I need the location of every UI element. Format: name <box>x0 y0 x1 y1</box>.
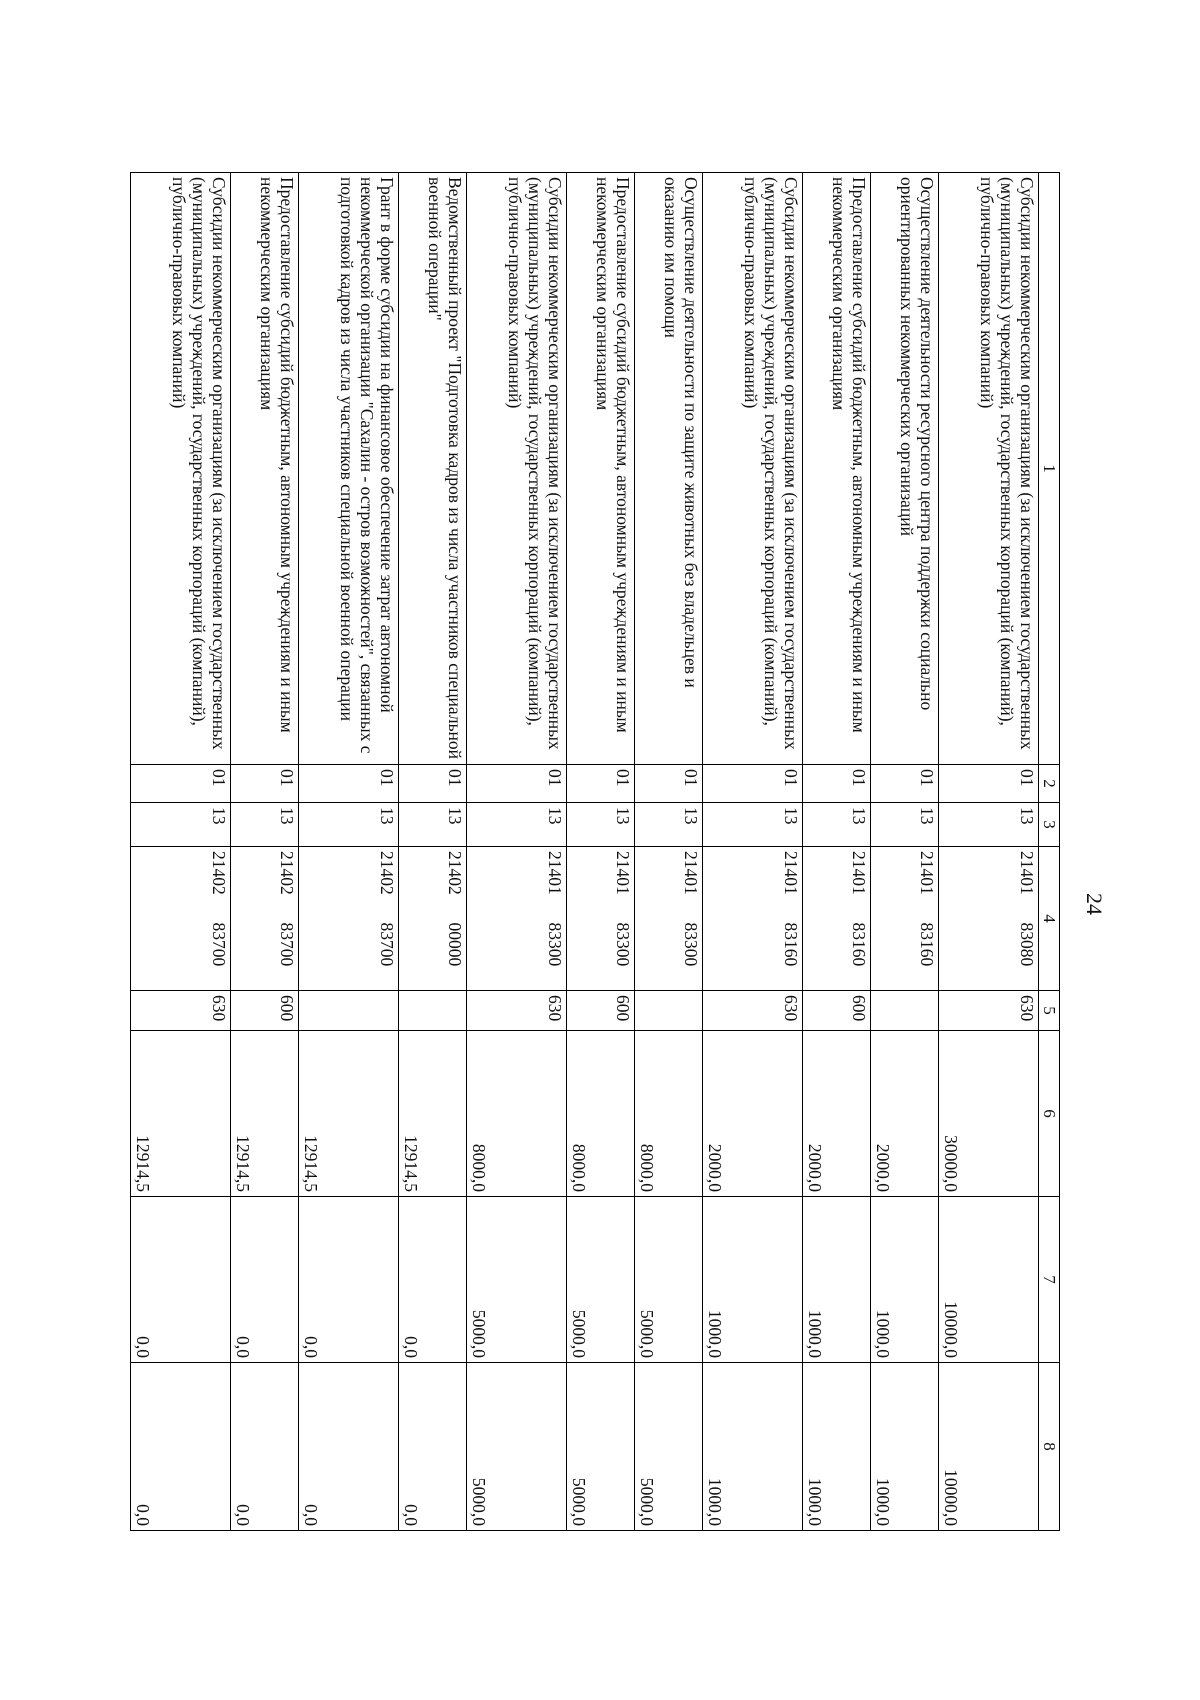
cell-name: Субсидии некоммерческим организациям (за исключением государственных (муниципальных) учреждений, государственных корпораций (компаний), публично-правовых компаний) <box>467 173 567 765</box>
cell-c2: 01 <box>230 765 298 803</box>
cell-name: Грант в форме субсидии на финансовое обеспечение затрат автономной некоммерческой организации "Сахалин - остров возможностей", связанных с подготовкой кадров из числа участников специальной военной операции <box>299 173 399 765</box>
table-row <box>634 173 702 1531</box>
cell-c4b: 83700 <box>131 921 231 991</box>
column-header-2: 2 <box>1039 765 1060 803</box>
cell-c4a: 21401 <box>871 847 939 921</box>
table-row <box>871 173 939 1531</box>
budget-table <box>130 172 1060 1531</box>
table-row <box>131 173 231 1531</box>
cell-c8: 0,0 <box>230 1363 298 1531</box>
cell-c6: 2000,0 <box>802 1031 870 1197</box>
column-header-3: 3 <box>1039 803 1060 847</box>
cell-c8: 1000,0 <box>802 1363 870 1531</box>
cell-c6: 2000,0 <box>703 1031 803 1197</box>
budget-table-container <box>130 172 1060 1530</box>
cell-c8: 1000,0 <box>871 1363 939 1531</box>
cell-c4a: 21401 <box>467 847 567 921</box>
cell-name: Осуществление деятельности по защите животных без владельцев и оказанию им помощи <box>634 173 702 765</box>
cell-c3: 13 <box>939 803 1039 847</box>
cell-c7: 0,0 <box>230 1197 298 1363</box>
cell-c3: 13 <box>566 803 634 847</box>
cell-c6: 30000,0 <box>939 1031 1039 1197</box>
cell-c3: 13 <box>398 803 466 847</box>
cell-c4a: 21402 <box>131 847 231 921</box>
column-header-5: 5 <box>1039 991 1060 1031</box>
cell-c4a: 21401 <box>802 847 870 921</box>
cell-name: Предоставление субсидий бюджетным, автономным учреждениям и иным некоммерческим организациям <box>802 173 870 765</box>
cell-c2: 01 <box>131 765 231 803</box>
cell-c2: 01 <box>802 765 870 803</box>
cell-name: Осуществление деятельности ресурсного центра поддержки социально ориентированных некоммерческих организаций <box>871 173 939 765</box>
header-row <box>1039 173 1060 1531</box>
cell-c8: 5000,0 <box>467 1363 567 1531</box>
cell-c2: 01 <box>703 765 803 803</box>
column-header-6: 6 <box>1039 1031 1060 1197</box>
cell-c2: 01 <box>299 765 399 803</box>
cell-c4a: 21401 <box>566 847 634 921</box>
cell-c8: 5000,0 <box>634 1363 702 1531</box>
table-row <box>939 173 1039 1531</box>
page-number: 24 <box>1082 893 1107 915</box>
cell-c5 <box>299 991 399 1031</box>
table-row <box>802 173 870 1531</box>
cell-c5 <box>398 991 466 1031</box>
cell-c4a: 21401 <box>939 847 1039 921</box>
cell-c2: 01 <box>871 765 939 803</box>
cell-c4a: 21401 <box>703 847 803 921</box>
cell-name: Предоставление субсидий бюджетным, автономным учреждениям и иным некоммерческим организациям <box>230 173 298 765</box>
cell-c7: 5000,0 <box>467 1197 567 1363</box>
cell-c4b: 83160 <box>871 921 939 991</box>
cell-c3: 13 <box>802 803 870 847</box>
cell-name: Субсидии некоммерческим организациям (за исключением государственных (муниципальных) учреждений, государственных корпораций (компаний), публично-правовых компаний) <box>131 173 231 765</box>
cell-c7: 5000,0 <box>634 1197 702 1363</box>
cell-c2: 01 <box>939 765 1039 803</box>
cell-c4a: 21402 <box>230 847 298 921</box>
cell-c6: 8000,0 <box>634 1031 702 1197</box>
cell-c8: 0,0 <box>398 1363 466 1531</box>
column-header-7: 7 <box>1039 1197 1060 1363</box>
cell-c4b: 83160 <box>802 921 870 991</box>
cell-c4b: 83700 <box>299 921 399 991</box>
table-row <box>230 173 298 1531</box>
cell-c5 <box>634 991 702 1031</box>
cell-name: Предоставление субсидий бюджетным, автономным учреждениям и иным некоммерческим организациям <box>566 173 634 765</box>
cell-c4b: 83160 <box>703 921 803 991</box>
cell-c2: 01 <box>634 765 702 803</box>
cell-c6: 8000,0 <box>467 1031 567 1197</box>
cell-c5 <box>871 991 939 1031</box>
column-header-4: 4 <box>1039 847 1060 991</box>
table-row <box>398 173 466 1531</box>
cell-c6: 12914,5 <box>299 1031 399 1197</box>
cell-c8: 5000,0 <box>566 1363 634 1531</box>
column-header-1: 1 <box>1039 173 1060 765</box>
cell-c2: 01 <box>398 765 466 803</box>
cell-c4b: 83080 <box>939 921 1039 991</box>
cell-c7: 1000,0 <box>871 1197 939 1363</box>
cell-c3: 13 <box>703 803 803 847</box>
cell-c4b: 83300 <box>467 921 567 991</box>
cell-c5: 630 <box>939 991 1039 1031</box>
cell-c4b: 00000 <box>398 921 466 991</box>
cell-c5: 600 <box>566 991 634 1031</box>
cell-name: Ведомственный проект "Подготовка кадров из числа участников специальной военной операции" <box>398 173 466 765</box>
cell-c3: 13 <box>634 803 702 847</box>
table-row <box>467 173 567 1531</box>
cell-c6: 12914,5 <box>398 1031 466 1197</box>
cell-c7: 1000,0 <box>802 1197 870 1363</box>
cell-c6: 2000,0 <box>871 1031 939 1197</box>
cell-c4a: 21401 <box>634 847 702 921</box>
cell-c4b: 83300 <box>634 921 702 991</box>
cell-c5: 630 <box>131 991 231 1031</box>
cell-c5: 600 <box>230 991 298 1031</box>
cell-c8: 0,0 <box>299 1363 399 1531</box>
cell-c8: 0,0 <box>131 1363 231 1531</box>
cell-c7: 5000,0 <box>566 1197 634 1363</box>
cell-c6: 8000,0 <box>566 1031 634 1197</box>
cell-c7: 0,0 <box>131 1197 231 1363</box>
cell-c5: 630 <box>703 991 803 1031</box>
cell-c8: 10000,0 <box>939 1363 1039 1531</box>
column-header-8: 8 <box>1039 1363 1060 1531</box>
table-row <box>566 173 634 1531</box>
cell-c8: 1000,0 <box>703 1363 803 1531</box>
cell-c2: 01 <box>467 765 567 803</box>
cell-c3: 13 <box>230 803 298 847</box>
cell-c4a: 21402 <box>398 847 466 921</box>
table-row <box>703 173 803 1531</box>
cell-c5: 600 <box>802 991 870 1031</box>
cell-c4b: 83700 <box>230 921 298 991</box>
cell-c4b: 83300 <box>566 921 634 991</box>
cell-c3: 13 <box>131 803 231 847</box>
cell-c6: 12914,5 <box>230 1031 298 1197</box>
cell-name: Субсидии некоммерческим организациям (за исключением государственных (муниципальных) учреждений, государственных корпораций (компаний), публично-правовых компаний) <box>939 173 1039 765</box>
cell-c3: 13 <box>467 803 567 847</box>
cell-c4a: 21402 <box>299 847 399 921</box>
cell-name: Субсидии некоммерческим организациям (за исключением государственных (муниципальных) учреждений, государственных корпораций (компаний), публично-правовых компаний) <box>703 173 803 765</box>
cell-c3: 13 <box>299 803 399 847</box>
cell-c7: 1000,0 <box>703 1197 803 1363</box>
cell-c3: 13 <box>871 803 939 847</box>
cell-c5: 630 <box>467 991 567 1031</box>
table-row <box>299 173 399 1531</box>
cell-c7: 10000,0 <box>939 1197 1039 1363</box>
cell-c7: 0,0 <box>299 1197 399 1363</box>
cell-c6: 12914,5 <box>131 1031 231 1197</box>
cell-c2: 01 <box>566 765 634 803</box>
cell-c7: 0,0 <box>398 1197 466 1363</box>
